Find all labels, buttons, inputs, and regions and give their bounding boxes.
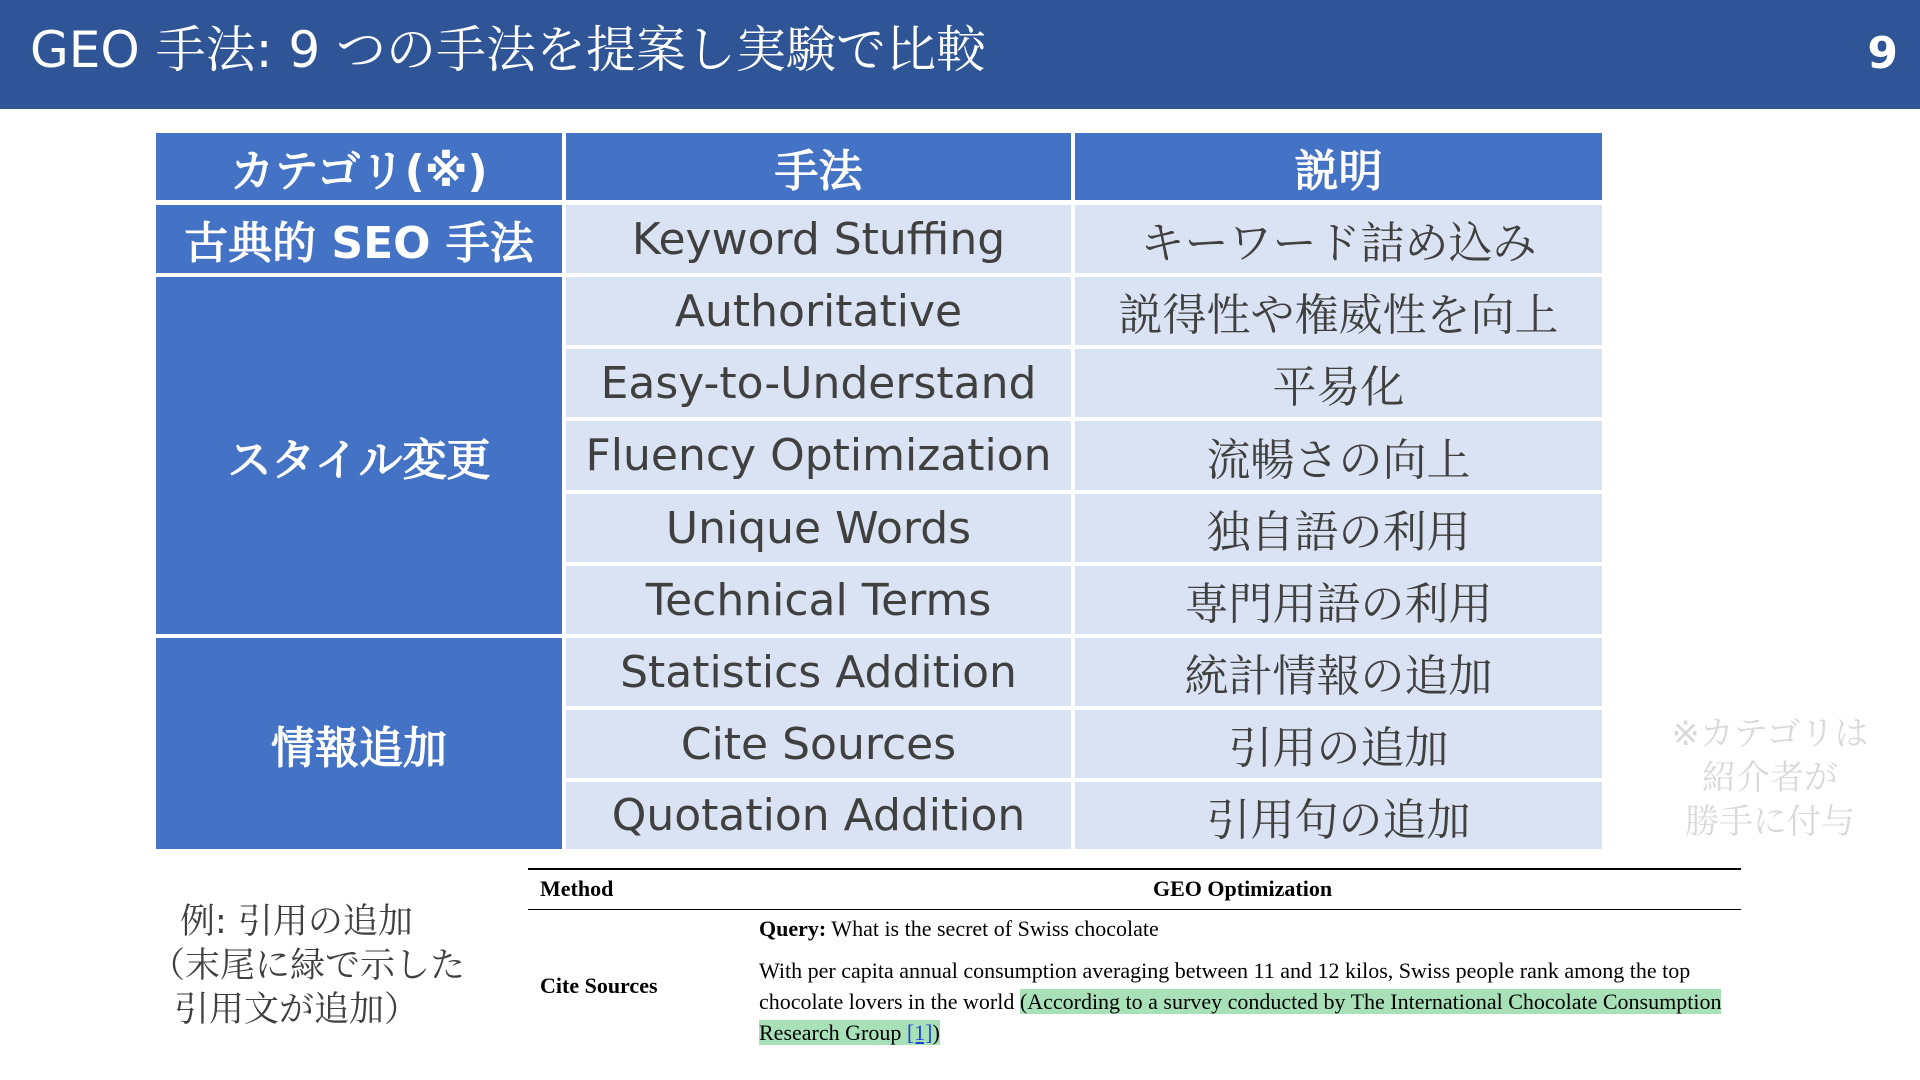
paper-method-name: Cite Sources (540, 973, 658, 998)
note-line: 勝手に付与 (1685, 802, 1855, 842)
method-cell: Cite Sources (566, 710, 1071, 778)
method-cell: Technical Terms (566, 566, 1071, 634)
category-classic-seo: 古典的 SEO 手法 (156, 205, 562, 273)
header-category: カテゴリ(※) (156, 133, 562, 200)
slide-header (0, 0, 1920, 109)
page-number: 9 (1867, 28, 1898, 79)
header-description: 説明 (1075, 133, 1602, 200)
description-cell: 説得性や権威性を向上 (1075, 277, 1602, 345)
category-note (1640, 712, 1900, 844)
method-cell: Quotation Addition (566, 782, 1071, 849)
paper-header-geo: GEO Optimization (1153, 876, 1333, 901)
category-style-change: スタイル変更 (156, 277, 562, 634)
paper-paragraph (759, 955, 1734, 1048)
method-cell: Keyword Stuffing (566, 205, 1071, 273)
example-line: 引用文が追加） (174, 990, 420, 1030)
slide-title: GEO 手法: 9 つの手法を提案し実験で比較 (30, 21, 987, 79)
note-line: ※カテゴリは (1671, 714, 1869, 754)
description-cell: 引用句の追加 (1075, 782, 1602, 849)
description-cell: 専門用語の利用 (1075, 566, 1602, 634)
method-cell: Fluency Optimization (566, 421, 1071, 490)
method-cell: Unique Words (566, 494, 1071, 562)
note-line: 紹介者が (1702, 758, 1838, 798)
paper-header-method: Method (540, 876, 614, 901)
query-label: Query: (759, 916, 827, 941)
example-caption (150, 900, 465, 1032)
example-line: （末尾に緑で示した (150, 946, 466, 986)
query-text: What is the secret of Swiss chocolate (826, 916, 1159, 941)
category-info-addition: 情報追加 (156, 638, 562, 849)
description-cell: 平易化 (1075, 349, 1602, 417)
table-rule (528, 909, 1741, 910)
paper-query (759, 916, 1159, 942)
highlight-text: (According to a survey conducted by The International Chocolate Consumption Research Group (759, 989, 1722, 1045)
method-cell: Easy-to-Understand (566, 349, 1071, 417)
example-line: 例: 引用の追加 (180, 902, 413, 942)
header-method: 手法 (566, 133, 1071, 200)
description-cell: 引用の追加 (1075, 710, 1602, 778)
paragraph-text: With per capita annual consumption averaging between 11 and 12 kilos, Swiss people rank among the top chocolate lovers in the world (759, 958, 1691, 1014)
description-cell: 流暢さの向上 (1075, 421, 1602, 490)
method-cell: Authoritative (566, 277, 1071, 345)
description-cell: 統計情報の追加 (1075, 638, 1602, 706)
table-rule (528, 868, 1741, 870)
description-cell: キーワード詰め込み (1075, 205, 1602, 273)
close-paren: ) (932, 1020, 940, 1045)
reference-link[interactable]: [1] (906, 1020, 933, 1045)
method-cell: Statistics Addition (566, 638, 1071, 706)
description-cell: 独自語の利用 (1075, 494, 1602, 562)
